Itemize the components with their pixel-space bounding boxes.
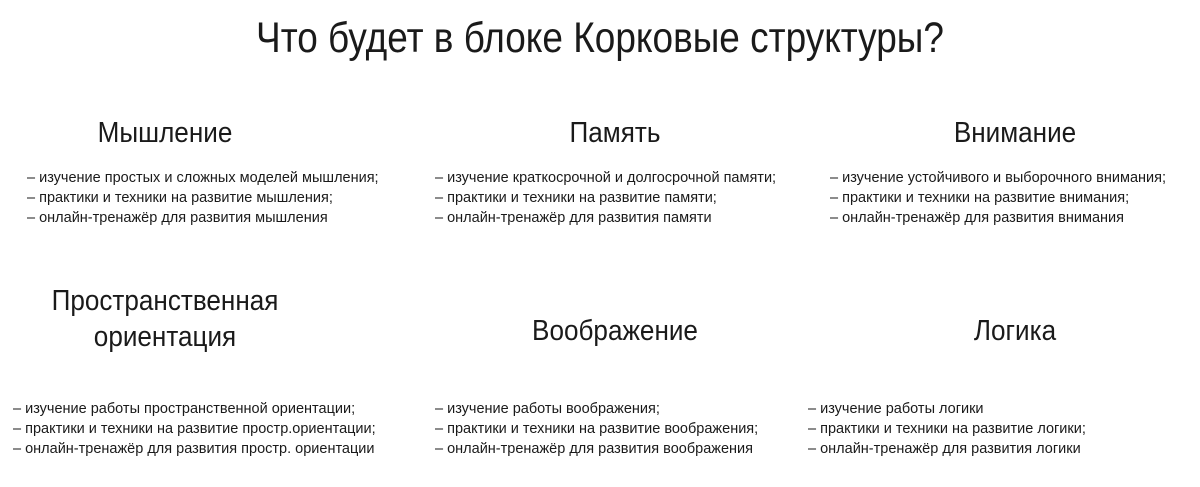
list-item: – практики и техники на развитие логики; (808, 421, 1086, 437)
card-list-memory (435, 168, 776, 228)
list-item: – изучение простых и сложных моделей мышления; (27, 170, 379, 186)
card-title-attention: Внимание (953, 117, 1077, 149)
card-title-memory: Память (569, 117, 661, 149)
list-item: – онлайн-тренажёр для развития простр. ориентации (13, 441, 375, 457)
list-item: – практики и техники на развитие простр.ориентации; (13, 421, 376, 437)
list-item: – изучение работы логики (808, 401, 984, 417)
card-list-spatial-orientation (13, 399, 376, 459)
list-item: – изучение краткосрочной и долгосрочной памяти; (435, 170, 777, 186)
card-list-imagination (435, 399, 758, 459)
card-title-imagination: Воображение (532, 315, 698, 347)
list-item: – онлайн-тренажёр для развития мышления (27, 210, 328, 226)
list-item: – практики и техники на развитие мышления; (27, 190, 333, 206)
list-item: – онлайн-тренажёр для развития логики (808, 441, 1081, 457)
list-item: – онлайн-тренажёр для развития воображения (435, 441, 753, 457)
list-item: – изучение работы пространственной ориентации; (13, 401, 356, 417)
page-title: Что будет в блоке Корковые структуры? (256, 14, 944, 62)
card-title-spatial-orientation: Пространственная ориентация (51, 285, 279, 353)
card-list-logic (808, 399, 1086, 459)
list-item: – изучение устойчивого и выборочного внимания; (830, 170, 1166, 186)
list-item: – онлайн-тренажёр для развития внимания (830, 210, 1124, 226)
list-item: – онлайн-тренажёр для развития памяти (435, 210, 712, 226)
list-item: – практики и техники на развитие внимания; (830, 190, 1130, 206)
card-title-thinking: Мышление (97, 117, 233, 149)
card-title-logic: Логика (973, 315, 1057, 347)
list-item: – практики и техники на развитие воображения; (435, 421, 759, 437)
card-list-attention (830, 168, 1166, 228)
list-item: – практики и техники на развитие памяти; (435, 190, 717, 206)
card-list-thinking (27, 168, 379, 228)
list-item: – изучение работы воображения; (435, 401, 660, 417)
